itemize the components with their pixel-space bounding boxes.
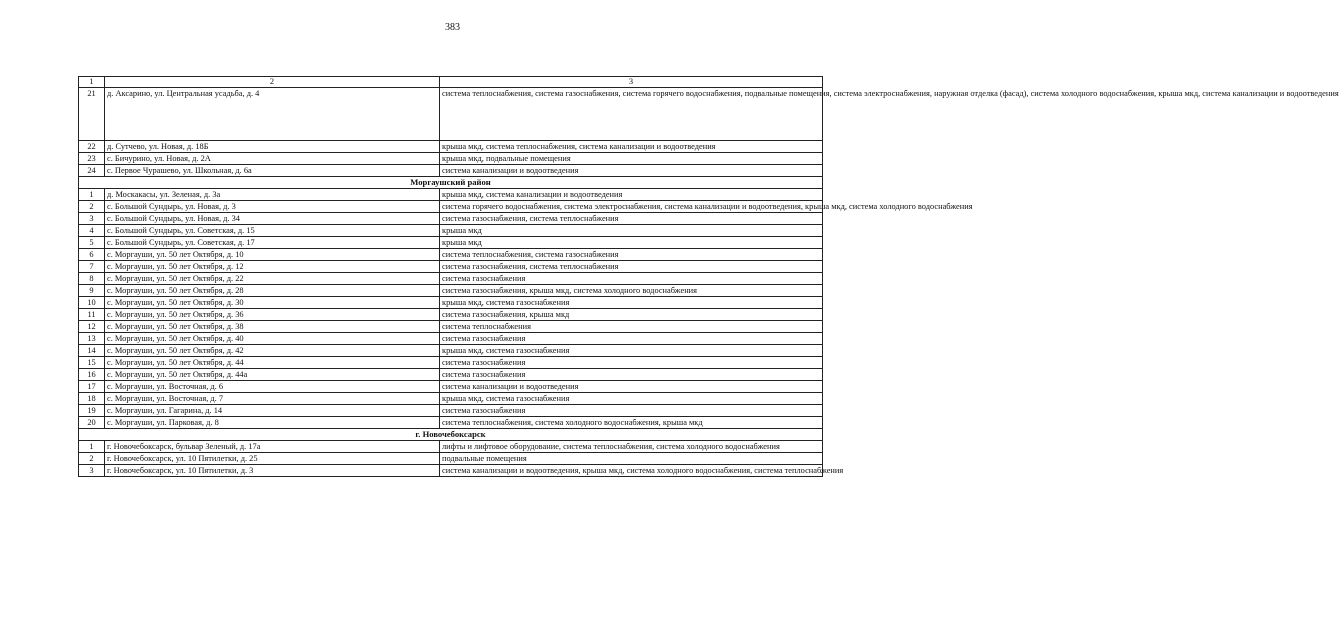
row-number: 21 <box>79 88 105 141</box>
page-number: 383 <box>445 22 460 33</box>
row-systems: система газоснабжения, система теплоснабжения <box>440 213 823 225</box>
row-number: 1 <box>79 189 105 201</box>
table-row <box>79 309 823 321</box>
table-row <box>79 261 823 273</box>
table-row <box>79 249 823 261</box>
row-number: 23 <box>79 153 105 165</box>
row-number: 10 <box>79 297 105 309</box>
row-systems: крыша мкд, система теплоснабжения, система канализации и водоотведения <box>440 141 823 153</box>
table-row <box>79 201 823 213</box>
row-address: с. Моргауши, ул. 50 лет Октября, д. 40 <box>105 333 440 345</box>
section-morgaushi-header <box>79 177 823 189</box>
table-row <box>79 465 823 477</box>
row-number: 18 <box>79 393 105 405</box>
table-row <box>79 441 823 453</box>
row-number: 5 <box>79 237 105 249</box>
row-number: 6 <box>79 249 105 261</box>
row-number: 4 <box>79 225 105 237</box>
row-number: 24 <box>79 165 105 177</box>
row-number: 3 <box>79 465 105 477</box>
table-row <box>79 381 823 393</box>
row-systems: подвальные помещения <box>440 453 823 465</box>
column-number: 2 <box>105 77 440 88</box>
row-systems: система газоснабжения, система теплоснабжения <box>440 261 823 273</box>
row-number: 2 <box>79 201 105 213</box>
row-address: с. Первое Чурашево, ул. Школьная, д. 6а <box>105 165 440 177</box>
section-title: г. Новочебоксарск <box>79 429 823 441</box>
row-address: с. Большой Сундырь, ул. Советская, д. 15 <box>105 225 440 237</box>
table-row <box>79 225 823 237</box>
row-systems: система теплоснабжения <box>440 321 823 333</box>
table-row <box>79 321 823 333</box>
table-row <box>79 357 823 369</box>
table-row <box>79 88 823 141</box>
row-number: 3 <box>79 213 105 225</box>
row-address: д. Сутчево, ул. Новая, д. 18Б <box>105 141 440 153</box>
row-address: с. Моргауши, ул. 50 лет Октября, д. 28 <box>105 285 440 297</box>
row-systems: система газоснабжения <box>440 405 823 417</box>
row-address: с. Моргауши, ул. 50 лет Октября, д. 44а <box>105 369 440 381</box>
table-row <box>79 297 823 309</box>
row-number: 2 <box>79 453 105 465</box>
row-number: 8 <box>79 273 105 285</box>
row-systems: система канализации и водоотведения <box>440 165 823 177</box>
row-address: г. Новочебоксарск, ул. 10 Пятилетки, д. 25 <box>105 453 440 465</box>
row-number: 12 <box>79 321 105 333</box>
row-address: с. Моргауши, ул. Восточная, д. 6 <box>105 381 440 393</box>
row-systems: система теплоснабжения, система газоснабжения, система горячего водоснабжения, подвальные помещения, система электроснабжения, наружная отделка (фасад), система холодного водоснабжения, крыша мкд, система канализации и водоотведения <box>440 88 823 141</box>
row-address: с. Моргауши, ул. 50 лет Октября, д. 38 <box>105 321 440 333</box>
table-row <box>79 285 823 297</box>
row-number: 14 <box>79 345 105 357</box>
row-address: г. Новочебоксарск, ул. 10 Пятилетки, д. 3 <box>105 465 440 477</box>
row-address: с. Большой Сундырь, ул. Новая, д. 34 <box>105 213 440 225</box>
row-address: с. Моргауши, ул. 50 лет Октября, д. 30 <box>105 297 440 309</box>
row-address: с. Большой Сундырь, ул. Новая, д. 3 <box>105 201 440 213</box>
row-number: 17 <box>79 381 105 393</box>
row-address: с. Моргауши, ул. 50 лет Октября, д. 36 <box>105 309 440 321</box>
table-row <box>79 405 823 417</box>
table-row <box>79 369 823 381</box>
table-row <box>79 213 823 225</box>
table-row <box>79 153 823 165</box>
section-novocheboksarsk-header <box>79 429 823 441</box>
row-systems: крыша мкд, система газоснабжения <box>440 297 823 309</box>
column-number-row <box>79 77 823 88</box>
row-systems: крыша мкд, система канализации и водоотведения <box>440 189 823 201</box>
row-systems: система газоснабжения <box>440 369 823 381</box>
row-address: с. Бичурино, ул. Новая, д. 2А <box>105 153 440 165</box>
row-number: 20 <box>79 417 105 429</box>
section-title: Моргаушский район <box>79 177 823 189</box>
row-number: 9 <box>79 285 105 297</box>
row-address: с. Большой Сундырь, ул. Советская, д. 17 <box>105 237 440 249</box>
row-address: с. Моргауши, ул. 50 лет Октября, д. 42 <box>105 345 440 357</box>
table-row <box>79 393 823 405</box>
row-systems: крыша мкд <box>440 237 823 249</box>
row-systems: система горячего водоснабжения, система электроснабжения, система канализации и водоотведения, крыша мкд, система холодного водоснабжения <box>440 201 823 213</box>
table-row <box>79 165 823 177</box>
row-number: 7 <box>79 261 105 273</box>
table-row <box>79 189 823 201</box>
row-address: с. Моргауши, ул. Восточная, д. 7 <box>105 393 440 405</box>
row-systems: крыша мкд <box>440 225 823 237</box>
row-systems: крыша мкд, подвальные помещения <box>440 153 823 165</box>
row-systems: система теплоснабжения, система холодного водоснабжения, крыша мкд <box>440 417 823 429</box>
row-number: 16 <box>79 369 105 381</box>
row-address: с. Моргауши, ул. 50 лет Октября, д. 22 <box>105 273 440 285</box>
table-row <box>79 453 823 465</box>
row-systems: система газоснабжения <box>440 357 823 369</box>
row-address: с. Моргауши, ул. 50 лет Октября, д. 12 <box>105 261 440 273</box>
row-address: д. Аксарино, ул. Центральная усадьба, д. 4 <box>105 88 440 141</box>
row-systems: лифты и лифтовое оборудование, система теплоснабжения, система холодного водоснабжения <box>440 441 823 453</box>
row-systems: система газоснабжения <box>440 273 823 285</box>
column-number: 3 <box>440 77 823 88</box>
table-row <box>79 237 823 249</box>
row-systems: система теплоснабжения, система газоснабжения <box>440 249 823 261</box>
row-address: с. Моргауши, ул. Гагарина, д. 14 <box>105 405 440 417</box>
row-systems: система газоснабжения, крыша мкд, система холодного водоснабжения <box>440 285 823 297</box>
row-systems: крыша мкд, система газоснабжения <box>440 393 823 405</box>
row-address: с. Моргауши, ул. 50 лет Октября, д. 44 <box>105 357 440 369</box>
row-number: 22 <box>79 141 105 153</box>
row-address: с. Моргауши, ул. 50 лет Октября, д. 10 <box>105 249 440 261</box>
row-number: 15 <box>79 357 105 369</box>
row-number: 19 <box>79 405 105 417</box>
register-table <box>78 76 1339 477</box>
row-systems: крыша мкд, система газоснабжения <box>440 345 823 357</box>
row-number: 1 <box>79 441 105 453</box>
row-number: 11 <box>79 309 105 321</box>
table-body <box>79 77 1339 477</box>
row-systems: система канализации и водоотведения, крыша мкд, система холодного водоснабжения, система теплоснабжения <box>440 465 823 477</box>
row-systems: система газоснабжения <box>440 333 823 345</box>
table-row <box>79 333 823 345</box>
table-row <box>79 273 823 285</box>
row-address: д. Москакасы, ул. Зеленая, д. 3а <box>105 189 440 201</box>
column-number: 1 <box>79 77 105 88</box>
table-row <box>79 141 823 153</box>
table-row <box>79 345 823 357</box>
row-address: г. Новочебоксарск, бульвар Зеленый, д. 17а <box>105 441 440 453</box>
row-systems: система канализации и водоотведения <box>440 381 823 393</box>
table-row <box>79 417 823 429</box>
row-address: с. Моргауши, ул. Парковая, д. 8 <box>105 417 440 429</box>
row-number: 13 <box>79 333 105 345</box>
row-systems: система газоснабжения, крыша мкд <box>440 309 823 321</box>
